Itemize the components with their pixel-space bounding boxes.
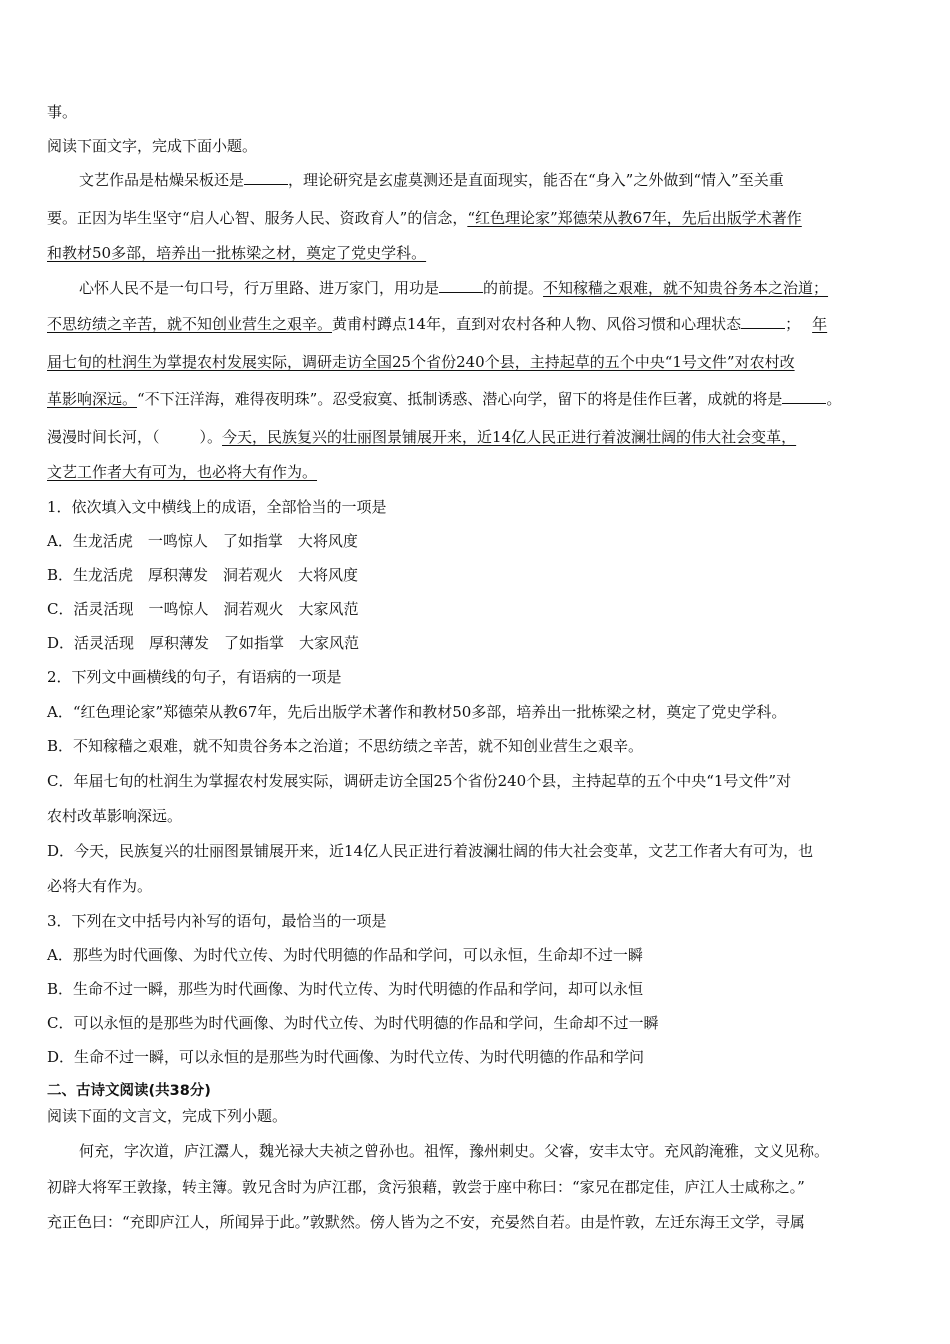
question-1: 1．依次填入文中横线上的成语，全部恰当的一项是 bbox=[47, 498, 387, 516]
section-heading: 二、古诗文阅读(共38分) bbox=[47, 1083, 211, 1099]
fill-blank bbox=[782, 389, 826, 404]
option-2c-cont: 农村改革影响深远。 bbox=[47, 807, 183, 825]
option-2a: A．“红色理论家”郑德荣从教67年，先后出版学术著作和教材50多部，培养出一批栋梁之材，奠定了党史学科。 bbox=[47, 703, 787, 721]
question-2: 2．下列文中画横线的句子，有语病的一项是 bbox=[47, 668, 342, 686]
passage-line: 心怀人民不是一句口号，行万里路、进万家门，用功是 的前提。不知稼穑之艰难，就不知贵谷务本之治道； bbox=[79, 279, 829, 297]
passage-line: 革影响深远。“不下汪洋海，难得夜明珠”。忍受寂寞、抵制诱惑、潜心向学，留下的将是佳作巨著，成就的将是 。 bbox=[47, 390, 842, 408]
option-1a: A．生龙活虎 一鸣惊人 了如指掌 大将风度 bbox=[47, 532, 358, 550]
underlined-sentence: 革影响深远。 bbox=[47, 390, 138, 408]
option-2d-cont: 必将大有作为。 bbox=[47, 877, 153, 895]
fill-blank bbox=[439, 278, 483, 293]
underlined-sentence: 不知稼穑之艰难，就不知贵谷务本之治道； bbox=[543, 279, 829, 297]
underlined-sentence: 年 bbox=[812, 315, 828, 333]
fill-blank bbox=[741, 314, 785, 329]
option-3d: D．生命不过一瞬，可以永恒的是那些为时代画像、为时代立传、为时代明德的作品和学问 bbox=[47, 1048, 645, 1066]
passage-line bbox=[47, 243, 426, 263]
passage-line: 文艺作品是枯燥呆板还是 ，理论研究是玄虚莫测还是直面现实，能否在“身入”之外做到“情入”至关重 bbox=[79, 171, 784, 189]
underlined-sentence: 今天，民族复兴的壮丽图景铺展开来，近14亿人民正进行着波澜壮阔的伟大社会变革， bbox=[222, 428, 797, 446]
fill-blank bbox=[244, 170, 288, 185]
option-3a: A．那些为时代画像、为时代立传、为时代明德的作品和学问，可以永恒，生命却不过一瞬 bbox=[47, 946, 643, 964]
passage-line: 漫漫时间长河，（ ）。今天，民族复兴的壮丽图景铺展开来，近14亿人民正进行着波澜壮阔的伟大社会变革， bbox=[47, 428, 797, 446]
option-3c: C．可以永恒的是那些为时代画像、为时代立传、为时代明德的作品和学问，生命却不过一瞬 bbox=[47, 1014, 659, 1032]
underlined-sentence: 不思纺绩之辛苦，就不知创业营生之艰辛。 bbox=[47, 315, 333, 333]
reading-instruction: 阅读下面的文言文，完成下列小题。 bbox=[47, 1107, 288, 1125]
passage-line: 不思纺绩之辛苦，就不知创业营生之艰辛。黄甫村蹲点14年，直到对农村各种人物、风俗习惯和心理状态 ； 年 bbox=[47, 315, 828, 333]
question-3: 3．下列在文中括号内补写的语句，最恰当的一项是 bbox=[47, 912, 387, 930]
option-2b: B．不知稼穑之艰难，就不知贵谷务本之治道；不思纺绩之辛苦，就不知创业营生之艰辛。 bbox=[47, 737, 644, 755]
classical-passage-line: 充正色曰：“充即庐江人，所闻异于此。”敦默然。傍人皆为之不安，充晏然自若。由是忤敦，左迁东海王文学，寻属 bbox=[47, 1213, 805, 1231]
underlined-sentence: 文艺工作者大有可为，也必将大有作为。 bbox=[47, 463, 318, 481]
option-1b: B．生龙活虎 厚积薄发 洞若观火 大将风度 bbox=[47, 566, 359, 584]
option-2d: D．今天，民族复兴的壮丽图景铺展开来，近14亿人民正进行着波澜壮阔的伟大社会变革，文艺工作者大有可为，也 bbox=[47, 842, 814, 860]
underlined-sentence: 届七旬的杜润生为掌提农村发展实际，调研走访全国25个省份240个县，主持起草的五个中央“1号文件”对农村改 bbox=[47, 353, 795, 371]
classical-passage-line: 何充，字次道，庐江灊人，魏光禄大夫祯之曾孙也。祖恽，豫州刺史。父睿，安丰太守。充风韵淹雅，文义见称。 bbox=[79, 1142, 830, 1160]
underlined-sentence: “红色理论家”郑德荣从教67年，先后出版学术著作 bbox=[467, 209, 802, 227]
classical-passage-line: 初辟大将军王敦掾，转主簿。敦兄含时为庐江郡，贪污狼藉，敦尝于座中称曰：“家兄在郡定佳，庐江人士咸称之。” bbox=[47, 1178, 805, 1196]
underlined-sentence: 和教材50多部，培养出一批栋梁之材，奠定了党史学科。 bbox=[47, 244, 427, 262]
option-3b: B．生命不过一瞬，那些为时代画像、为时代立传、为时代明德的作品和学问，却可以永恒 bbox=[47, 980, 644, 998]
text-line: 事。 bbox=[47, 103, 78, 121]
option-1d: D．活灵活现 厚积薄发 了如指掌 大家风范 bbox=[47, 634, 360, 652]
passage-line bbox=[47, 352, 795, 372]
option-1c: C．活灵活现 一鸣惊人 洞若观火 大家风范 bbox=[47, 600, 359, 618]
reading-instruction: 阅读下面文字，完成下面小题。 bbox=[47, 137, 258, 155]
option-2c: C．年届七旬的杜润生为掌握农村发展实际，调研走访全国25个省份240个县，主持起草的五个中央“1号文件”对 bbox=[47, 772, 792, 790]
passage-line bbox=[47, 462, 317, 482]
passage-line: 要。正因为毕生坚守“启人心智、服务人民、资政育人”的信念，“红色理论家”郑德荣从教67年，先后出版学术著作 bbox=[47, 209, 802, 227]
